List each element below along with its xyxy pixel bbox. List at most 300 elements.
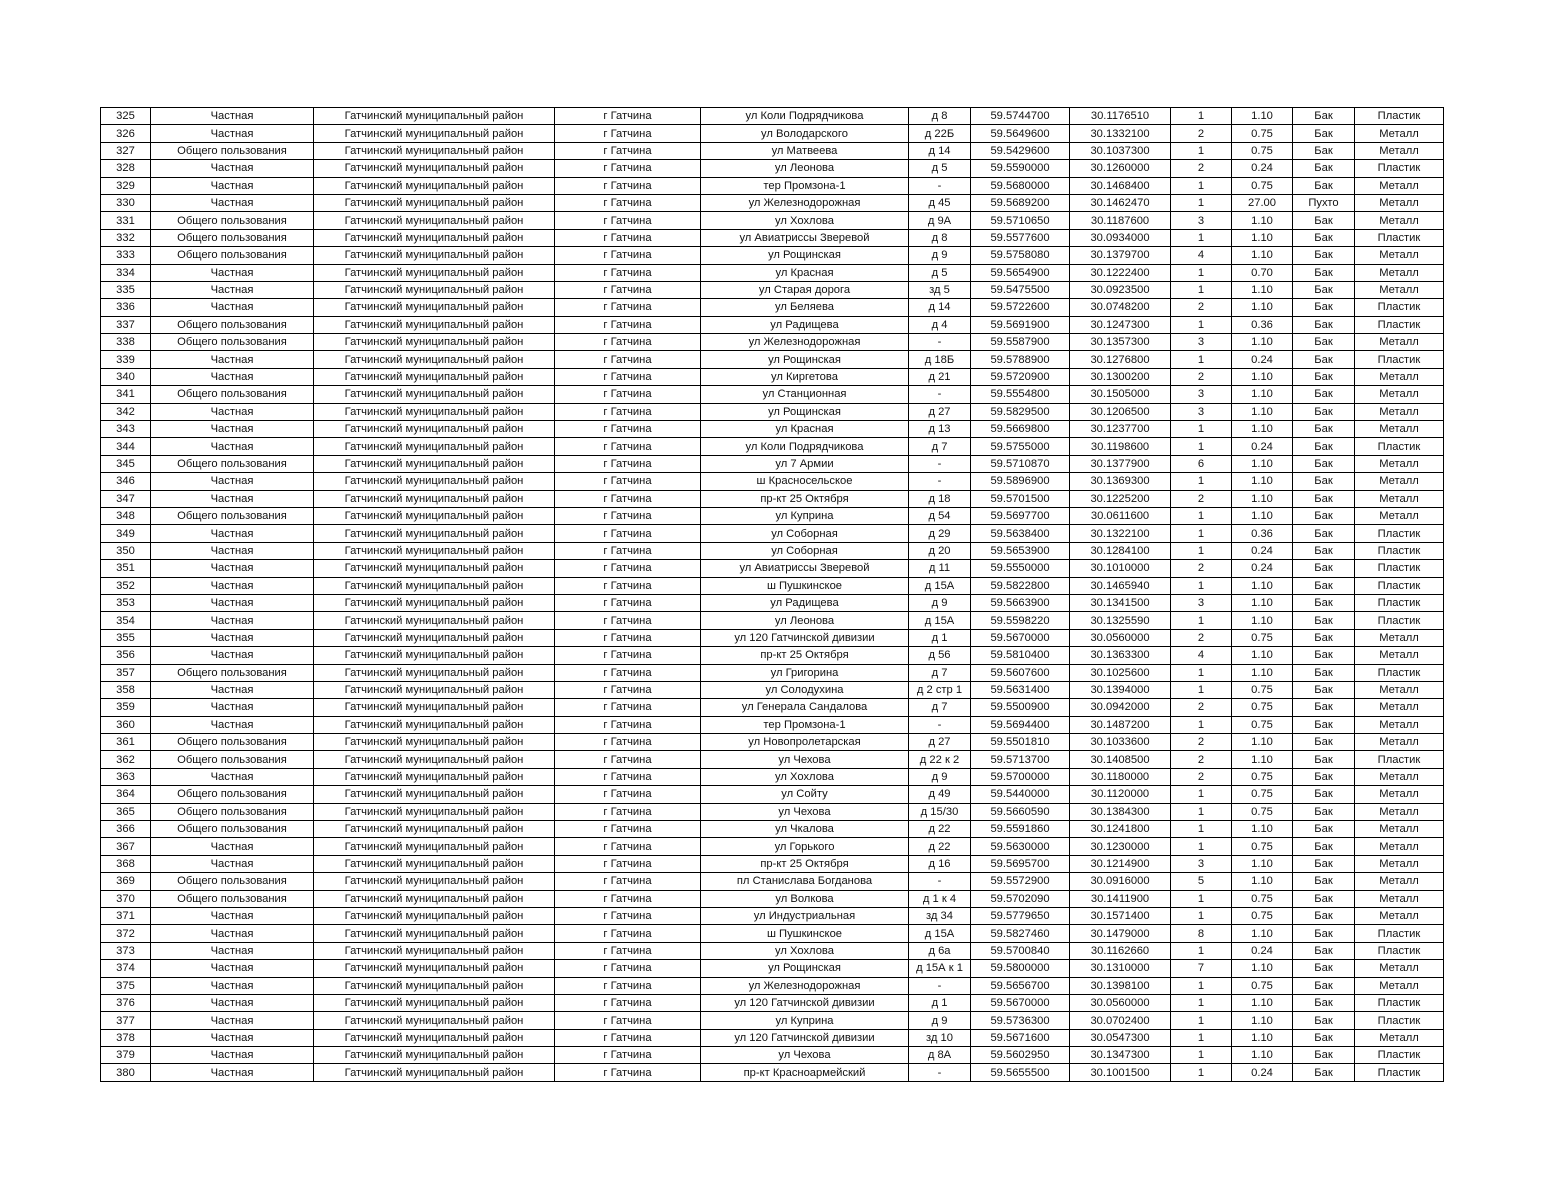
- cell-district: Гатчинский муниципальный район: [314, 942, 555, 959]
- cell-building: д 9А: [909, 212, 971, 229]
- cell-row-number: 340: [101, 368, 151, 385]
- cell-container-count: 2: [1171, 699, 1232, 716]
- table-row: [101, 177, 1444, 194]
- cell-container-count: 1: [1171, 351, 1232, 368]
- cell-district: Гатчинский муниципальный район: [314, 160, 555, 177]
- cell-container-type: Бак: [1293, 542, 1355, 559]
- cell-volume: 1.10: [1232, 108, 1293, 125]
- cell-material: Металл: [1355, 473, 1444, 490]
- cell-city: г Гатчина: [555, 681, 701, 698]
- cell-district: Гатчинский муниципальный район: [314, 1029, 555, 1046]
- cell-ownership: Общего пользования: [151, 751, 314, 768]
- cell-latitude: 59.5591860: [971, 821, 1070, 838]
- cell-building: зд 5: [909, 281, 971, 298]
- cell-longitude: 30.1347300: [1070, 1047, 1171, 1064]
- cell-city: г Гатчина: [555, 925, 701, 942]
- cell-street: ул Рощинская: [701, 960, 909, 977]
- cell-material: Пластик: [1355, 229, 1444, 246]
- cell-city: г Гатчина: [555, 264, 701, 281]
- cell-street: ул 7 Армии: [701, 455, 909, 472]
- cell-street: ул Радищева: [701, 594, 909, 611]
- cell-longitude: 30.1384300: [1070, 803, 1171, 820]
- cell-street: ул 120 Гатчинской дивизии: [701, 629, 909, 646]
- cell-district: Гатчинский муниципальный район: [314, 421, 555, 438]
- cell-longitude: 30.0611600: [1070, 507, 1171, 524]
- cell-ownership: Общего пользования: [151, 247, 314, 264]
- table-row: [101, 386, 1444, 403]
- cell-volume: 0.75: [1232, 803, 1293, 820]
- cell-district: Гатчинский муниципальный район: [314, 542, 555, 559]
- cell-material: Металл: [1355, 368, 1444, 385]
- cell-street: ул Хохлова: [701, 212, 909, 229]
- cell-volume: 0.75: [1232, 177, 1293, 194]
- cell-street: ул Рощинская: [701, 247, 909, 264]
- cell-longitude: 30.1206500: [1070, 403, 1171, 420]
- cell-city: г Гатчина: [555, 473, 701, 490]
- cell-street: ш Пушкинское: [701, 577, 909, 594]
- cell-latitude: 59.5788900: [971, 351, 1070, 368]
- cell-row-number: 366: [101, 821, 151, 838]
- cell-street: тер Промзона-1: [701, 177, 909, 194]
- cell-volume: 0.75: [1232, 699, 1293, 716]
- cell-city: г Гатчина: [555, 247, 701, 264]
- cell-material: Металл: [1355, 699, 1444, 716]
- cell-building: д 29: [909, 525, 971, 542]
- cell-row-number: 346: [101, 473, 151, 490]
- cell-material: Пластик: [1355, 525, 1444, 542]
- cell-container-count: 2: [1171, 299, 1232, 316]
- cell-container-type: Бак: [1293, 212, 1355, 229]
- cell-row-number: 360: [101, 716, 151, 733]
- cell-latitude: 59.5607600: [971, 664, 1070, 681]
- cell-container-count: 1: [1171, 681, 1232, 698]
- cell-ownership: Частная: [151, 160, 314, 177]
- cell-container-type: Бак: [1293, 264, 1355, 281]
- cell-street: ул Чкалова: [701, 821, 909, 838]
- cell-building: д 15А: [909, 612, 971, 629]
- cell-district: Гатчинский муниципальный район: [314, 734, 555, 751]
- cell-longitude: 30.1468400: [1070, 177, 1171, 194]
- table-row: [101, 264, 1444, 281]
- cell-container-count: 2: [1171, 751, 1232, 768]
- cell-street: ул Железнодорожная: [701, 334, 909, 351]
- cell-district: Гатчинский муниципальный район: [314, 177, 555, 194]
- cell-volume: 1.10: [1232, 647, 1293, 664]
- cell-street: пл Станислава Богданова: [701, 873, 909, 890]
- cell-latitude: 59.5800000: [971, 960, 1070, 977]
- cell-street: ул Леонова: [701, 612, 909, 629]
- cell-street: ул Авиатриссы Зверевой: [701, 560, 909, 577]
- cell-row-number: 374: [101, 960, 151, 977]
- table-row: [101, 612, 1444, 629]
- cell-ownership: Частная: [151, 647, 314, 664]
- cell-district: Гатчинский муниципальный район: [314, 212, 555, 229]
- cell-building: д 21: [909, 368, 971, 385]
- cell-container-type: Бак: [1293, 664, 1355, 681]
- table-row: [101, 855, 1444, 872]
- cell-latitude: 59.5827460: [971, 925, 1070, 942]
- cell-ownership: Частная: [151, 125, 314, 142]
- cell-latitude: 59.5577600: [971, 229, 1070, 246]
- cell-city: г Гатчина: [555, 455, 701, 472]
- cell-container-type: Бак: [1293, 334, 1355, 351]
- cell-building: д 5: [909, 264, 971, 281]
- cell-ownership: Частная: [151, 699, 314, 716]
- cell-ownership: Частная: [151, 716, 314, 733]
- cell-building: д 9: [909, 768, 971, 785]
- cell-building: -: [909, 977, 971, 994]
- cell-ownership: Общего пользования: [151, 890, 314, 907]
- cell-container-type: Бак: [1293, 786, 1355, 803]
- cell-material: Пластик: [1355, 351, 1444, 368]
- cell-row-number: 354: [101, 612, 151, 629]
- cell-volume: 1.10: [1232, 1012, 1293, 1029]
- cell-material: Пластик: [1355, 560, 1444, 577]
- cell-material: Пластик: [1355, 942, 1444, 959]
- cell-district: Гатчинский муниципальный район: [314, 368, 555, 385]
- cell-longitude: 30.0560000: [1070, 629, 1171, 646]
- cell-container-type: Бак: [1293, 455, 1355, 472]
- cell-building: д 11: [909, 560, 971, 577]
- cell-volume: 1.10: [1232, 925, 1293, 942]
- cell-container-count: 1: [1171, 838, 1232, 855]
- cell-row-number: 368: [101, 855, 151, 872]
- table-row: [101, 716, 1444, 733]
- cell-street: ул Чехова: [701, 803, 909, 820]
- cell-row-number: 378: [101, 1029, 151, 1046]
- cell-district: Гатчинский муниципальный район: [314, 960, 555, 977]
- cell-building: д 22: [909, 821, 971, 838]
- cell-city: г Гатчина: [555, 803, 701, 820]
- cell-container-count: 1: [1171, 316, 1232, 333]
- cell-container-type: Бак: [1293, 1029, 1355, 1046]
- cell-street: ул Волкова: [701, 890, 909, 907]
- cell-container-type: Бак: [1293, 386, 1355, 403]
- cell-container-count: 1: [1171, 994, 1232, 1011]
- cell-ownership: Частная: [151, 351, 314, 368]
- table-row: [101, 438, 1444, 455]
- cell-city: г Гатчина: [555, 629, 701, 646]
- cell-city: г Гатчина: [555, 960, 701, 977]
- cell-city: г Гатчина: [555, 716, 701, 733]
- cell-city: г Гатчина: [555, 786, 701, 803]
- cell-street: ул 120 Гатчинской дивизии: [701, 994, 909, 1011]
- cell-latitude: 59.5736300: [971, 1012, 1070, 1029]
- cell-container-count: 1: [1171, 577, 1232, 594]
- cell-container-count: 3: [1171, 334, 1232, 351]
- cell-longitude: 30.1198600: [1070, 438, 1171, 455]
- cell-building: д 1 к 4: [909, 890, 971, 907]
- table-row: [101, 994, 1444, 1011]
- cell-container-type: Бак: [1293, 160, 1355, 177]
- cell-ownership: Частная: [151, 177, 314, 194]
- cell-row-number: 338: [101, 334, 151, 351]
- cell-longitude: 30.1001500: [1070, 1064, 1171, 1081]
- cell-container-type: Бак: [1293, 560, 1355, 577]
- cell-container-type: Бак: [1293, 525, 1355, 542]
- cell-container-type: Бак: [1293, 768, 1355, 785]
- cell-building: -: [909, 386, 971, 403]
- cell-latitude: 59.5710870: [971, 455, 1070, 472]
- cell-building: д 56: [909, 647, 971, 664]
- cell-district: Гатчинский муниципальный район: [314, 229, 555, 246]
- cell-latitude: 59.5671600: [971, 1029, 1070, 1046]
- cell-ownership: Общего пользования: [151, 212, 314, 229]
- cell-row-number: 339: [101, 351, 151, 368]
- cell-latitude: 59.5702090: [971, 890, 1070, 907]
- cell-ownership: Частная: [151, 977, 314, 994]
- cell-street: ш Пушкинское: [701, 925, 909, 942]
- cell-longitude: 30.1379700: [1070, 247, 1171, 264]
- cell-building: д 2 стр 1: [909, 681, 971, 698]
- cell-street: ул Куприна: [701, 507, 909, 524]
- cell-building: д 8А: [909, 1047, 971, 1064]
- cell-city: г Гатчина: [555, 560, 701, 577]
- cell-street: ул Хохлова: [701, 942, 909, 959]
- cell-street: ул Коли Подрядчикова: [701, 108, 909, 125]
- cell-container-count: 8: [1171, 925, 1232, 942]
- cell-city: г Гатчина: [555, 838, 701, 855]
- cell-latitude: 59.5572900: [971, 873, 1070, 890]
- cell-longitude: 30.1214900: [1070, 855, 1171, 872]
- cell-volume: 0.75: [1232, 907, 1293, 924]
- cell-building: д 5: [909, 160, 971, 177]
- cell-latitude: 59.5722600: [971, 299, 1070, 316]
- cell-volume: 27.00: [1232, 194, 1293, 211]
- cell-container-type: Бак: [1293, 890, 1355, 907]
- cell-ownership: Частная: [151, 438, 314, 455]
- cell-district: Гатчинский муниципальный район: [314, 1047, 555, 1064]
- cell-city: г Гатчина: [555, 334, 701, 351]
- cell-district: Гатчинский муниципальный район: [314, 994, 555, 1011]
- cell-container-count: 3: [1171, 212, 1232, 229]
- table-row: [101, 421, 1444, 438]
- cell-district: Гатчинский муниципальный район: [314, 577, 555, 594]
- cell-container-type: Бак: [1293, 421, 1355, 438]
- cell-container-type: Бак: [1293, 1047, 1355, 1064]
- cell-latitude: 59.5695700: [971, 855, 1070, 872]
- cell-container-type: Бак: [1293, 316, 1355, 333]
- cell-container-count: 1: [1171, 142, 1232, 159]
- cell-latitude: 59.5720900: [971, 368, 1070, 385]
- cell-material: Металл: [1355, 386, 1444, 403]
- cell-material: Металл: [1355, 177, 1444, 194]
- cell-street: ул Рощинская: [701, 351, 909, 368]
- cell-street: ул Солодухина: [701, 681, 909, 698]
- table-row: [101, 699, 1444, 716]
- table-row: [101, 368, 1444, 385]
- cell-container-type: Бак: [1293, 734, 1355, 751]
- cell-longitude: 30.1260000: [1070, 160, 1171, 177]
- cell-longitude: 30.1325590: [1070, 612, 1171, 629]
- cell-ownership: Частная: [151, 490, 314, 507]
- cell-volume: 0.24: [1232, 351, 1293, 368]
- cell-volume: 0.75: [1232, 125, 1293, 142]
- cell-container-count: 1: [1171, 438, 1232, 455]
- cell-material: Металл: [1355, 821, 1444, 838]
- cell-row-number: 356: [101, 647, 151, 664]
- cell-volume: 1.10: [1232, 368, 1293, 385]
- cell-volume: 0.75: [1232, 977, 1293, 994]
- cell-street: ул Авиатриссы Зверевой: [701, 229, 909, 246]
- cell-latitude: 59.5550000: [971, 560, 1070, 577]
- cell-street: ул Чехова: [701, 1047, 909, 1064]
- cell-container-type: Бак: [1293, 873, 1355, 890]
- cell-ownership: Частная: [151, 612, 314, 629]
- cell-row-number: 347: [101, 490, 151, 507]
- cell-street: тер Промзона-1: [701, 716, 909, 733]
- cell-city: г Гатчина: [555, 108, 701, 125]
- table-row: [101, 490, 1444, 507]
- cell-container-type: Бак: [1293, 142, 1355, 159]
- cell-district: Гатчинский муниципальный район: [314, 142, 555, 159]
- cell-city: г Гатчина: [555, 577, 701, 594]
- cell-latitude: 59.5669800: [971, 421, 1070, 438]
- cell-district: Гатчинский муниципальный район: [314, 351, 555, 368]
- cell-ownership: Частная: [151, 473, 314, 490]
- cell-longitude: 30.1300200: [1070, 368, 1171, 385]
- cell-district: Гатчинский муниципальный район: [314, 299, 555, 316]
- cell-ownership: Частная: [151, 542, 314, 559]
- cell-container-count: 1: [1171, 281, 1232, 298]
- table-row: [101, 473, 1444, 490]
- table-row: [101, 212, 1444, 229]
- cell-container-count: 1: [1171, 664, 1232, 681]
- cell-building: д 15/30: [909, 803, 971, 820]
- cell-container-count: 1: [1171, 1029, 1232, 1046]
- table-row: [101, 925, 1444, 942]
- cell-ownership: Частная: [151, 1064, 314, 1081]
- cell-volume: 0.24: [1232, 560, 1293, 577]
- cell-volume: 1.10: [1232, 960, 1293, 977]
- cell-longitude: 30.0560000: [1070, 994, 1171, 1011]
- cell-row-number: 376: [101, 994, 151, 1011]
- cell-building: -: [909, 873, 971, 890]
- cell-longitude: 30.1241800: [1070, 821, 1171, 838]
- table-row: [101, 403, 1444, 420]
- table-row: [101, 455, 1444, 472]
- cell-row-number: 367: [101, 838, 151, 855]
- cell-container-count: 1: [1171, 421, 1232, 438]
- cell-row-number: 369: [101, 873, 151, 890]
- cell-container-type: Бак: [1293, 942, 1355, 959]
- table-row: [101, 768, 1444, 785]
- table-row: [101, 108, 1444, 125]
- cell-city: г Гатчина: [555, 873, 701, 890]
- table-row: [101, 664, 1444, 681]
- cell-longitude: 30.1237700: [1070, 421, 1171, 438]
- cell-city: г Гатчина: [555, 994, 701, 1011]
- cell-ownership: Частная: [151, 994, 314, 1011]
- cell-street: ул Киргетова: [701, 368, 909, 385]
- cell-container-count: 2: [1171, 160, 1232, 177]
- cell-district: Гатчинский муниципальный район: [314, 873, 555, 890]
- cell-container-count: 1: [1171, 890, 1232, 907]
- cell-container-count: 1: [1171, 177, 1232, 194]
- table-row: [101, 751, 1444, 768]
- cell-longitude: 30.0942000: [1070, 699, 1171, 716]
- cell-ownership: Частная: [151, 855, 314, 872]
- cell-material: Металл: [1355, 212, 1444, 229]
- cell-row-number: 380: [101, 1064, 151, 1081]
- cell-district: Гатчинский муниципальный район: [314, 194, 555, 211]
- cell-container-count: 2: [1171, 560, 1232, 577]
- cell-longitude: 30.1120000: [1070, 786, 1171, 803]
- cell-row-number: 352: [101, 577, 151, 594]
- cell-latitude: 59.5638400: [971, 525, 1070, 542]
- cell-latitude: 59.5587900: [971, 334, 1070, 351]
- cell-city: г Гатчина: [555, 977, 701, 994]
- cell-ownership: Общего пользования: [151, 386, 314, 403]
- cell-latitude: 59.5691900: [971, 316, 1070, 333]
- cell-longitude: 30.1225200: [1070, 490, 1171, 507]
- cell-street: ул Индустриальная: [701, 907, 909, 924]
- cell-city: г Гатчина: [555, 664, 701, 681]
- table-row: [101, 316, 1444, 333]
- cell-city: г Гатчина: [555, 194, 701, 211]
- cell-material: Металл: [1355, 142, 1444, 159]
- table-row: [101, 229, 1444, 246]
- cell-city: г Гатчина: [555, 212, 701, 229]
- cell-district: Гатчинский муниципальный район: [314, 1012, 555, 1029]
- cell-building: д 7: [909, 438, 971, 455]
- cell-latitude: 59.5663900: [971, 594, 1070, 611]
- cell-ownership: Общего пользования: [151, 316, 314, 333]
- cell-volume: 1.10: [1232, 855, 1293, 872]
- cell-district: Гатчинский муниципальный район: [314, 560, 555, 577]
- cell-building: д 22Б: [909, 125, 971, 142]
- cell-street: ул Горького: [701, 838, 909, 855]
- cell-container-type: Бак: [1293, 716, 1355, 733]
- cell-latitude: 59.5500900: [971, 699, 1070, 716]
- cell-material: Пластик: [1355, 1047, 1444, 1064]
- cell-container-count: 1: [1171, 716, 1232, 733]
- cell-building: д 18Б: [909, 351, 971, 368]
- cell-street: ул Новопролетарская: [701, 734, 909, 751]
- cell-ownership: Частная: [151, 1029, 314, 1046]
- cell-ownership: Частная: [151, 194, 314, 211]
- cell-volume: 1.10: [1232, 403, 1293, 420]
- cell-material: Пластик: [1355, 1012, 1444, 1029]
- cell-latitude: 59.5598220: [971, 612, 1070, 629]
- cell-city: г Гатчина: [555, 1012, 701, 1029]
- cell-row-number: 359: [101, 699, 151, 716]
- cell-material: Пластик: [1355, 994, 1444, 1011]
- cell-material: Пластик: [1355, 438, 1444, 455]
- cell-row-number: 345: [101, 455, 151, 472]
- cell-row-number: 373: [101, 942, 151, 959]
- cell-volume: 0.24: [1232, 542, 1293, 559]
- cell-material: Металл: [1355, 1029, 1444, 1046]
- cell-row-number: 375: [101, 977, 151, 994]
- cell-district: Гатчинский муниципальный район: [314, 281, 555, 298]
- cell-city: г Гатчина: [555, 942, 701, 959]
- cell-building: д 16: [909, 855, 971, 872]
- cell-city: г Гатчина: [555, 594, 701, 611]
- cell-street: ул Красная: [701, 264, 909, 281]
- cell-material: Металл: [1355, 873, 1444, 890]
- cell-ownership: Частная: [151, 281, 314, 298]
- cell-material: Металл: [1355, 194, 1444, 211]
- cell-container-type: Бак: [1293, 838, 1355, 855]
- cell-city: г Гатчина: [555, 386, 701, 403]
- cell-longitude: 30.1284100: [1070, 542, 1171, 559]
- cell-material: Металл: [1355, 838, 1444, 855]
- cell-city: г Гатчина: [555, 1029, 701, 1046]
- cell-longitude: 30.1369300: [1070, 473, 1171, 490]
- table-row: [101, 803, 1444, 820]
- cell-building: д 49: [909, 786, 971, 803]
